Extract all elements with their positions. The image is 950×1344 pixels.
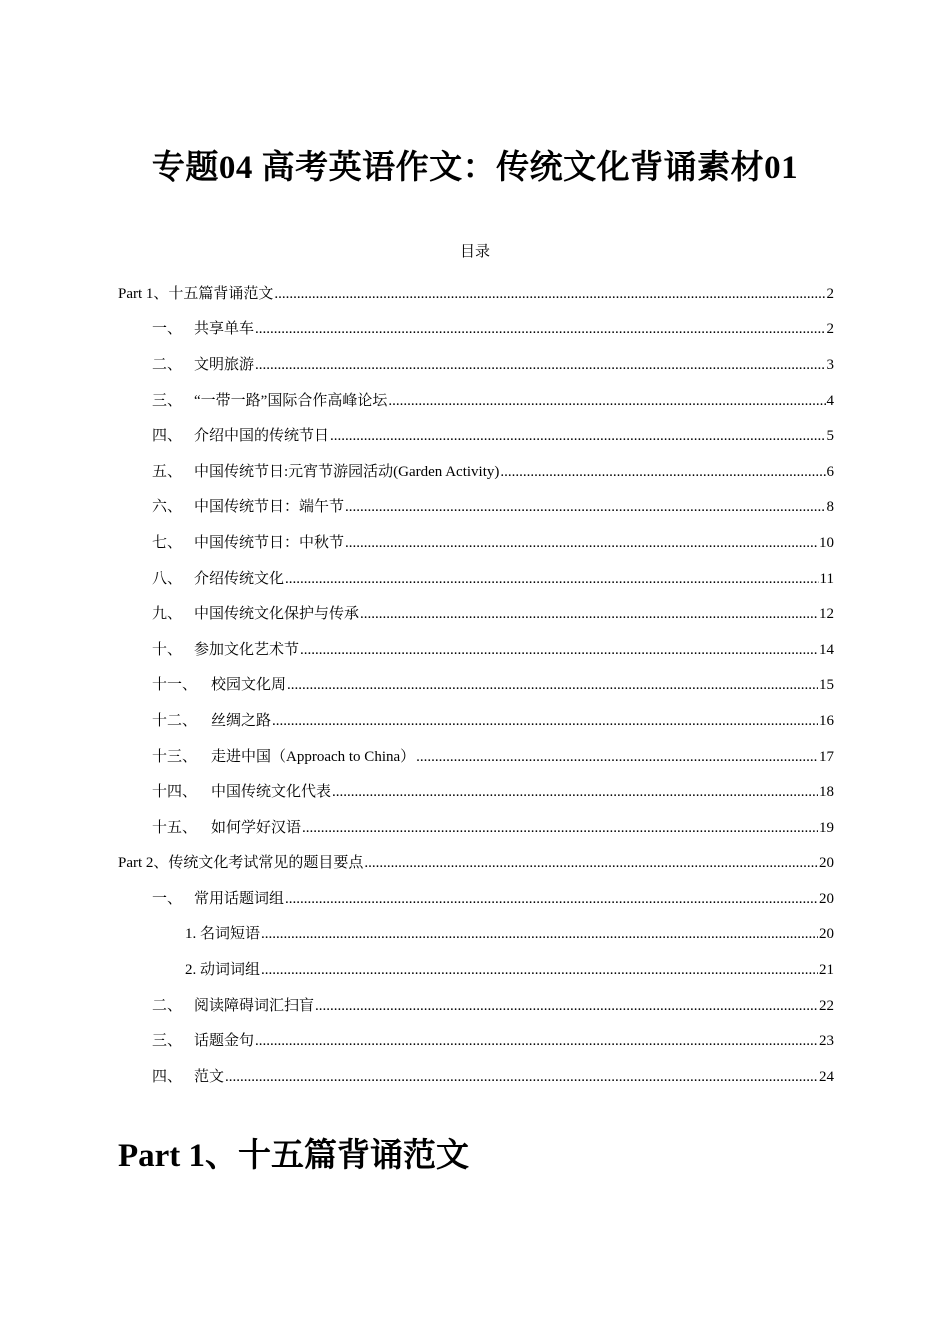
toc-leader-dots: [345, 496, 825, 518]
document-title: 专题04 高考英语作文：传统文化背诵素材01: [151, 150, 799, 186]
toc-leader-dots: [364, 852, 818, 874]
toc-entry-number: 一、: [152, 890, 183, 907]
toc-entry[interactable]: [118, 952, 834, 988]
toc-entry-page: 17: [819, 748, 834, 765]
toc-entry-number: 四、: [152, 1068, 183, 1085]
toc-entry-page: 14: [819, 641, 834, 658]
section-heading: Part 1、十五篇背诵范文: [118, 1138, 470, 1174]
toc-entry[interactable]: [118, 846, 834, 882]
toc-entry[interactable]: [118, 988, 834, 1024]
toc-leader-dots: [285, 568, 819, 590]
toc-entry-page: 22: [819, 997, 834, 1014]
toc-entry-page: 12: [819, 606, 834, 623]
toc-entry-number: 二、: [152, 356, 183, 373]
toc-entry-title: 中国传统文化保护与传承: [194, 606, 360, 623]
toc-entry-page: 21: [819, 962, 834, 979]
toc-entry[interactable]: [118, 810, 834, 846]
toc-entry-page: 8: [826, 499, 834, 516]
toc-entry-page: 10: [819, 534, 834, 551]
toc-entry-number: 六、: [152, 499, 183, 516]
toc-entry-title: 中国传统文化代表: [211, 784, 332, 801]
toc-entry[interactable]: [118, 276, 834, 312]
toc-leader-dots: [225, 1066, 818, 1088]
toc-entry-number: 十四、: [152, 784, 198, 801]
toc-entry-page: 20: [819, 855, 834, 872]
toc-leader-dots: [255, 318, 825, 340]
toc-leader-dots: [302, 817, 818, 839]
toc-entry-title: 阅读障碍词汇扫盲: [194, 997, 315, 1014]
toc-entry-title: 丝绸之路: [211, 712, 272, 729]
toc-leader-dots: [274, 283, 825, 305]
toc-entry[interactable]: [118, 312, 834, 348]
toc-entry[interactable]: [118, 525, 834, 561]
toc-entry[interactable]: [118, 1023, 834, 1059]
toc-entry-title: Part 1、十五篇背诵范文: [118, 285, 274, 302]
toc-entry[interactable]: [118, 881, 834, 917]
toc-entry[interactable]: [118, 668, 834, 704]
toc-entry[interactable]: [118, 347, 834, 383]
toc-entry-title: 共享单车: [194, 321, 255, 338]
toc-entry-title: 校园文化周: [211, 677, 287, 694]
toc-entry[interactable]: [118, 418, 834, 454]
toc-entry-title: 文明旅游: [194, 356, 255, 373]
toc-entry-number: 十、: [152, 641, 183, 658]
toc-leader-dots: [255, 354, 825, 376]
toc-leader-dots: [261, 923, 818, 945]
toc-leader-dots: [285, 888, 818, 910]
toc-entry-page: 15: [819, 677, 834, 694]
toc-entry[interactable]: [118, 632, 834, 668]
toc-leader-dots: [388, 390, 825, 412]
toc-leader-dots: [330, 425, 825, 447]
toc-entry-page: 3: [826, 356, 834, 373]
toc-entry-title: 中国传统节日：中秋节: [194, 534, 345, 551]
toc-entry-number: 十三、: [152, 748, 198, 765]
toc-entry-title: “一带一路”国际合作高峰论坛: [194, 392, 388, 409]
toc-heading: 目录: [459, 244, 490, 260]
toc-entry[interactable]: [118, 917, 834, 953]
toc-entry-number: 十二、: [152, 712, 198, 729]
toc-entry-number: 八、: [152, 570, 183, 587]
toc-entry-title: Part 2、传统文化考试常见的题目要点: [118, 855, 364, 872]
toc-entry[interactable]: [118, 703, 834, 739]
toc-entry-number: 四、: [152, 428, 183, 445]
toc-leader-dots: [500, 461, 825, 483]
toc-leader-dots: [300, 639, 818, 661]
toc-entry-page: 11: [819, 570, 834, 587]
toc-entry-number: 三、: [152, 392, 183, 409]
toc-leader-dots: [255, 1030, 818, 1052]
toc-entry-number: 一、: [152, 321, 183, 338]
toc-entry-title: 中国传统节日:元宵节游园活动(Garden Activity): [194, 463, 500, 480]
toc-entry-title: 参加文化艺术节: [194, 641, 300, 658]
toc-leader-dots: [416, 746, 818, 768]
toc-entry[interactable]: [118, 561, 834, 597]
toc-entry-page: 5: [826, 428, 834, 445]
toc-entry-number: 三、: [152, 1033, 183, 1050]
toc-entry-title: 范文: [194, 1068, 225, 1085]
toc-entry-number: 十五、: [152, 819, 198, 836]
toc-leader-dots: [332, 781, 818, 803]
toc-entry-number: 七、: [152, 534, 183, 551]
toc-entry-title: 介绍传统文化: [194, 570, 285, 587]
toc-entry-page: 16: [819, 712, 834, 729]
toc-entry-title: 走进中国（Approach to China）: [211, 748, 416, 765]
toc-entry-page: 2: [826, 285, 834, 302]
toc-entry-page: 4: [826, 392, 834, 409]
toc-entry-page: 20: [819, 926, 834, 943]
toc-entry-page: 20: [819, 890, 834, 907]
toc-leader-dots: [360, 603, 818, 625]
toc-leader-dots: [345, 532, 818, 554]
toc-leader-dots: [272, 710, 818, 732]
toc-entry-title: 1. 名词短语: [185, 926, 261, 943]
toc-entry[interactable]: [118, 596, 834, 632]
toc-entry-title: 常用话题词组: [194, 890, 285, 907]
toc-entry-page: 24: [819, 1068, 834, 1085]
toc-entry-title: 如何学好汉语: [211, 819, 302, 836]
toc-entry-number: 九、: [152, 606, 183, 623]
toc-entry-title: 话题金句: [194, 1033, 255, 1050]
toc-entry[interactable]: [118, 1059, 834, 1095]
toc-leader-dots: [287, 674, 818, 696]
toc-leader-dots: [315, 995, 818, 1017]
toc-entry[interactable]: [118, 774, 834, 810]
toc-entry-page: 23: [819, 1033, 834, 1050]
toc-entry-page: 19: [819, 819, 834, 836]
toc-entry-title: 介绍中国的传统节日: [194, 428, 330, 445]
toc-entry-title: 2. 动词词组: [185, 962, 261, 979]
toc-entry-number: 二、: [152, 997, 183, 1014]
table-of-contents: [118, 276, 834, 1095]
toc-leader-dots: [261, 959, 818, 981]
toc-entry[interactable]: [118, 490, 834, 526]
toc-entry-page: 2: [826, 321, 834, 338]
toc-entry-page: 18: [819, 784, 834, 801]
toc-entry-page: 6: [826, 463, 834, 480]
toc-entry[interactable]: [118, 383, 834, 419]
toc-entry-number: 十一、: [152, 677, 198, 694]
toc-entry-number: 五、: [152, 463, 183, 480]
toc-entry[interactable]: [118, 454, 834, 490]
toc-entry[interactable]: [118, 739, 834, 775]
toc-entry-title: 中国传统节日：端午节: [194, 499, 345, 516]
